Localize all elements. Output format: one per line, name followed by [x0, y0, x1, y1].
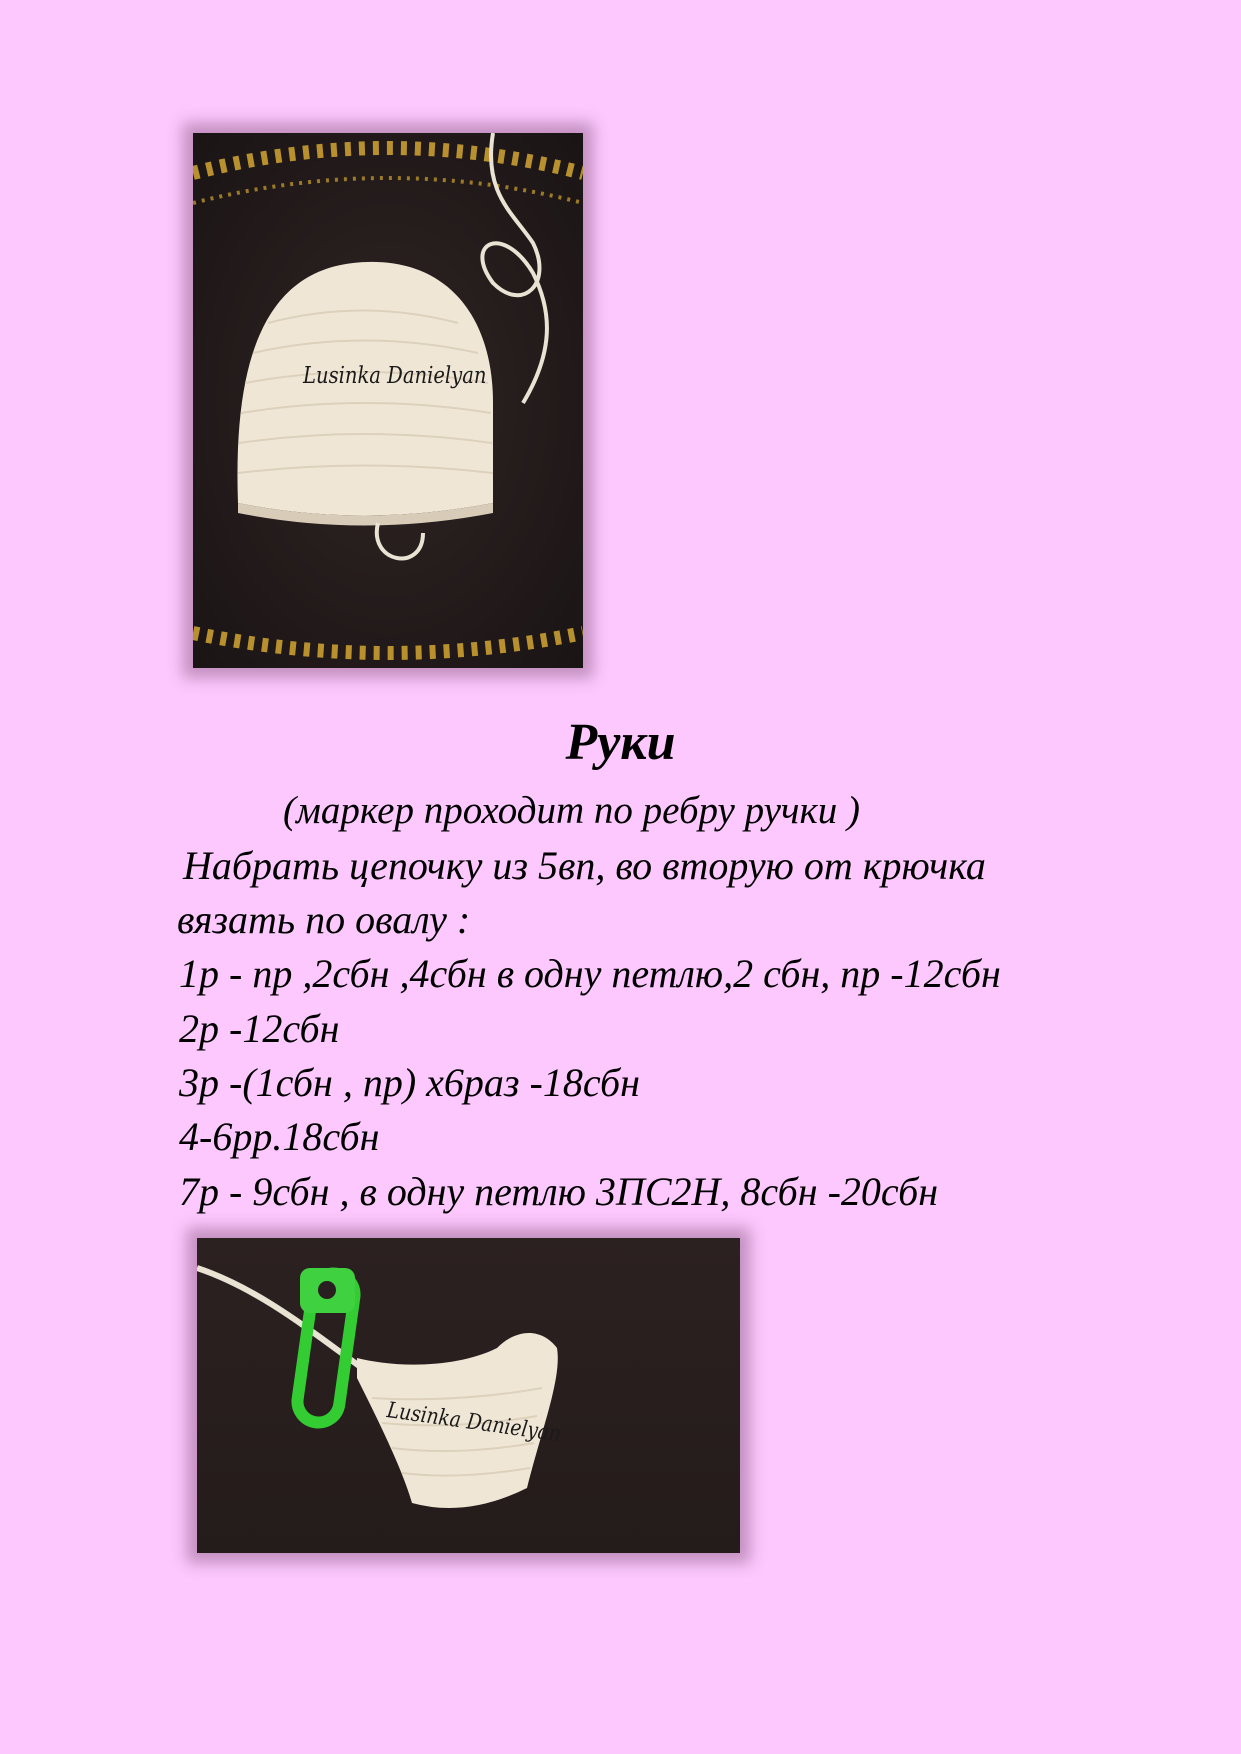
watermark: Lusinka Danielyan — [303, 363, 487, 389]
instruction-line: 7р - 9сбн , в одну петлю 3ПС2Н, 8сбн -20сбн — [179, 1169, 939, 1214]
subtitle: (маркер проходит по ребру ручки ) — [283, 789, 860, 832]
page-title: Руки — [565, 714, 676, 771]
instruction-line: 1р - пр ,2сбн ,4сбн в одну петлю,2 сбн, пр -12сбн — [179, 951, 1001, 996]
arm-photo-drawing — [197, 1238, 740, 1553]
instruction-line: Набрать цепочку из 5вп, во вторую от крючка — [183, 843, 986, 888]
head-photo — [193, 133, 583, 668]
head-photo-drawing — [193, 133, 583, 668]
watermark: Lusinka Danielyan — [385, 1398, 563, 1448]
instruction-line: 3р -(1сбн , пр) х6раз -18сбн — [179, 1060, 641, 1105]
instruction-line: 2р -12сбн — [179, 1006, 340, 1051]
instruction-line: 4-6рр.18сбн — [179, 1114, 380, 1159]
arm-photo — [197, 1238, 740, 1553]
instruction-line: вязать по овалу : — [177, 897, 471, 942]
